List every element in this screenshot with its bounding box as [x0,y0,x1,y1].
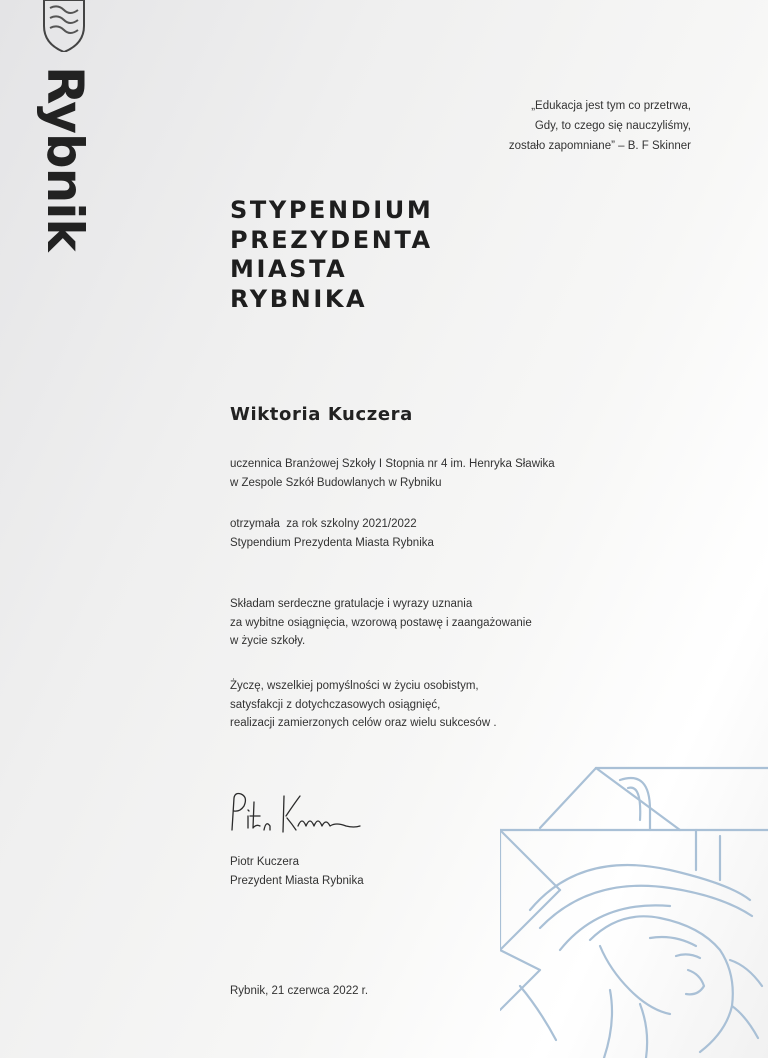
paragraph-line: Stypendium Prezydenta Miasta Rybnika [230,536,434,549]
paragraph-line: w życie szkoły. [230,635,306,647]
signatory-role: Prezydent Miasta Rybnika [230,874,364,887]
title-line: STYPENDIUM [230,196,434,224]
paragraph-line: w Zespole Szkół Budowlanych w Rybniku [230,476,442,489]
city-crest-icon [38,0,90,52]
recipient-name: Wiktoria Kuczera [230,404,413,425]
award-paragraph [230,515,434,552]
wishes-paragraph [230,677,497,733]
handwritten-signature [226,786,366,842]
issue-date: Rybnik, 21 czerwca 2022 r. [230,985,369,997]
signatory-name: Piotr Kuczera [230,856,300,868]
paragraph-line: Życzę, wszelkiej pomyślności w życiu osobistym, [230,680,479,692]
school-paragraph [230,455,555,492]
quote-line: Gdy, to czego się nauczyliśmy, [534,120,691,132]
congrats-paragraph [230,595,532,651]
paragraph-line: realizacji zamierzonych celów oraz wielu sukcesów . [230,717,497,729]
title-line: MIASTA [230,255,348,283]
quote-line: „Edukacja jest tym co przetrwa, [531,100,691,112]
certificate-title [230,196,433,314]
paragraph-line: uczennica Branżowej Szkoły I Stopnia nr 4 im. Henryka Sławika [230,458,555,470]
title-line: RYBNIKA [230,284,368,313]
quote [391,96,691,156]
title-line: PREZYDENTA [230,225,433,254]
decorative-head-emblem [500,760,768,1058]
quote-line: zostało zapomniane” – B. F Skinner [508,140,691,152]
paragraph-line: satysfakcji z dotychczasowych osiągnięć, [230,698,441,711]
paragraph-line: otrzymała za rok szkolny 2021/2022 [230,518,417,530]
city-logo [34,0,94,300]
brand-name: Rybnik [36,66,94,251]
paragraph-line: za wybitne osiągnięcia, wzorową postawę i zaangażowanie [230,616,532,629]
paragraph-line: Składam serdeczne gratulacje i wyrazy uznania [230,598,473,610]
signatory [230,853,364,890]
